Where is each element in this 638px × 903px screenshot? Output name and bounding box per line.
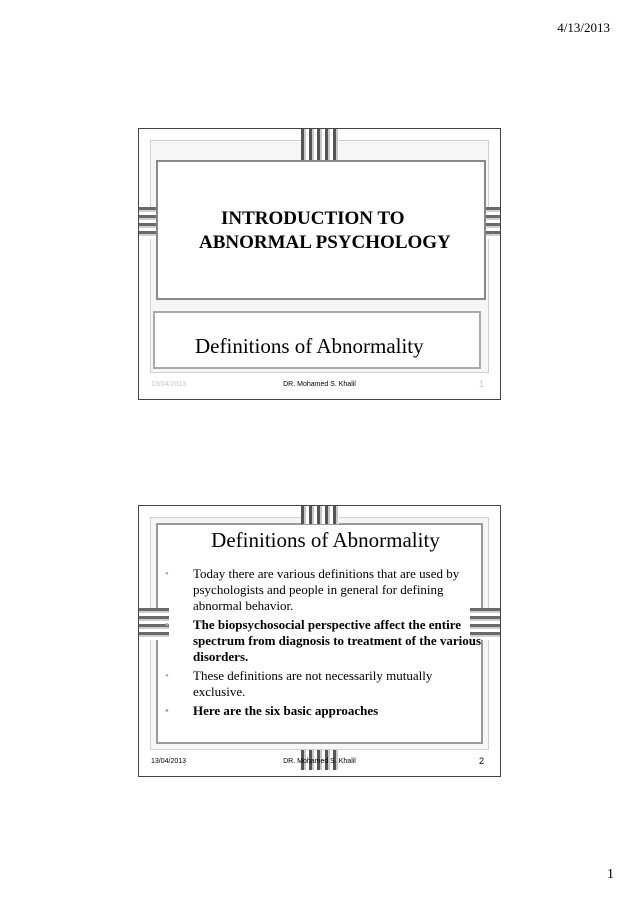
bullet-icon: • [165,670,169,682]
title-line-1: INTRODUCTION TO [221,208,405,229]
footer-author: DR. Mohamed S. Khalil [283,758,356,765]
footer-page-number: 1 [478,379,484,389]
slide-1-subtitle: Definitions of Abnormality [195,334,424,358]
slide-2-footer [139,756,500,770]
footer-date: 13/04/2013 [151,381,187,388]
decorative-bars-top [301,506,339,524]
title-line-2: ABNORMAL PSYCHOLOGY [199,232,451,253]
bullet-item [165,703,487,719]
decorative-bars-top [301,129,339,162]
slide-1 [138,128,501,400]
bullet-item [165,668,487,700]
bullet-item [165,566,487,614]
slide-2 [138,505,501,777]
page-date: 4/13/2013 [557,20,610,35]
bullet-text: Here are the six basic approaches [193,703,379,718]
page-number: 1 [607,867,614,882]
slide-1-title [199,207,451,255]
footer-date: 13/04/2013 [151,758,187,765]
bullet-text: Today there are various definitions that are used by psychologists and people in general for defining abnormal behavior. [193,566,460,613]
bullet-item [165,617,487,665]
bullet-text: These definitions are not necessarily mutually exclusive. [193,668,433,699]
bullet-list [165,566,487,722]
slide-2-title: Definitions of Abnormality [211,528,440,552]
bullet-icon: • [165,705,169,717]
bullet-icon: • [165,619,169,631]
footer-page-number: 2 [478,756,484,766]
footer-author: DR. Mohamed S. Khalil [283,381,356,388]
slide-1-footer [139,379,500,393]
bullet-text: The biopsychosocial perspective affect the entire spectrum from diagnosis to treatment of the various disorders. [193,617,482,664]
bullet-icon: • [165,568,169,580]
